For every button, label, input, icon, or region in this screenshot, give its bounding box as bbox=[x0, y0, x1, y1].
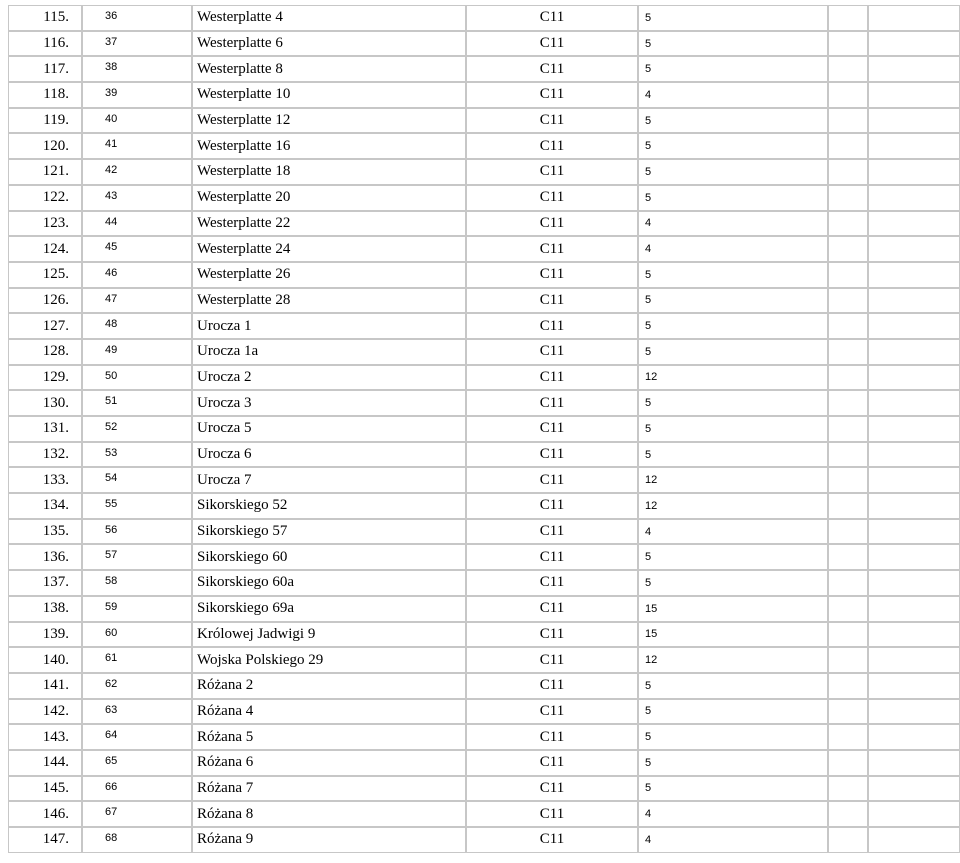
code: C11 bbox=[466, 262, 638, 288]
table-row bbox=[8, 313, 960, 339]
value: 4 bbox=[638, 801, 828, 827]
empty-cell bbox=[868, 108, 960, 134]
value: 5 bbox=[638, 262, 828, 288]
empty-cell bbox=[868, 31, 960, 57]
data-table bbox=[8, 5, 960, 853]
address: Westerplatte 10 bbox=[192, 82, 466, 108]
table-row bbox=[8, 493, 960, 519]
row-number: 145. bbox=[8, 776, 82, 802]
empty-cell bbox=[868, 544, 960, 570]
empty-cell bbox=[828, 365, 868, 391]
code: C11 bbox=[466, 570, 638, 596]
table-row bbox=[8, 467, 960, 493]
row-number: 137. bbox=[8, 570, 82, 596]
empty-cell bbox=[868, 288, 960, 314]
empty-cell bbox=[828, 544, 868, 570]
item-index: 54 bbox=[82, 467, 192, 493]
item-index: 61 bbox=[82, 647, 192, 673]
address: Różana 7 bbox=[192, 776, 466, 802]
item-index: 46 bbox=[82, 262, 192, 288]
code: C11 bbox=[466, 108, 638, 134]
table-row bbox=[8, 570, 960, 596]
empty-cell bbox=[828, 776, 868, 802]
code: C11 bbox=[466, 159, 638, 185]
code: C11 bbox=[466, 82, 638, 108]
code: C11 bbox=[466, 724, 638, 750]
item-index: 36 bbox=[82, 5, 192, 31]
address: Westerplatte 18 bbox=[192, 159, 466, 185]
address: Westerplatte 22 bbox=[192, 211, 466, 237]
table-row bbox=[8, 390, 960, 416]
value: 5 bbox=[638, 544, 828, 570]
value: 5 bbox=[638, 185, 828, 211]
value: 12 bbox=[638, 647, 828, 673]
item-index: 57 bbox=[82, 544, 192, 570]
empty-cell bbox=[828, 262, 868, 288]
code: C11 bbox=[466, 31, 638, 57]
item-index: 64 bbox=[82, 724, 192, 750]
item-index: 44 bbox=[82, 211, 192, 237]
address: Różana 9 bbox=[192, 827, 466, 853]
address: Wojska Polskiego 29 bbox=[192, 647, 466, 673]
empty-cell bbox=[868, 159, 960, 185]
code: C11 bbox=[466, 673, 638, 699]
code: C11 bbox=[466, 133, 638, 159]
address: Westerplatte 16 bbox=[192, 133, 466, 159]
empty-cell bbox=[868, 313, 960, 339]
empty-cell bbox=[828, 622, 868, 648]
value: 5 bbox=[638, 416, 828, 442]
item-index: 59 bbox=[82, 596, 192, 622]
empty-cell bbox=[868, 416, 960, 442]
row-number: 143. bbox=[8, 724, 82, 750]
address: Sikorskiego 52 bbox=[192, 493, 466, 519]
code: C11 bbox=[466, 827, 638, 853]
value: 5 bbox=[638, 159, 828, 185]
row-number: 119. bbox=[8, 108, 82, 134]
empty-cell bbox=[868, 776, 960, 802]
row-number: 131. bbox=[8, 416, 82, 442]
empty-cell bbox=[868, 5, 960, 31]
value: 12 bbox=[638, 493, 828, 519]
code: C11 bbox=[466, 211, 638, 237]
code: C11 bbox=[466, 5, 638, 31]
code: C11 bbox=[466, 596, 638, 622]
table-row bbox=[8, 56, 960, 82]
table-row bbox=[8, 647, 960, 673]
address: Westerplatte 6 bbox=[192, 31, 466, 57]
empty-cell bbox=[828, 211, 868, 237]
code: C11 bbox=[466, 390, 638, 416]
row-number: 115. bbox=[8, 5, 82, 31]
code: C11 bbox=[466, 313, 638, 339]
value: 15 bbox=[638, 596, 828, 622]
item-index: 66 bbox=[82, 776, 192, 802]
code: C11 bbox=[466, 493, 638, 519]
table-row bbox=[8, 673, 960, 699]
item-index: 40 bbox=[82, 108, 192, 134]
item-index: 43 bbox=[82, 185, 192, 211]
value: 4 bbox=[638, 236, 828, 262]
code: C11 bbox=[466, 442, 638, 468]
table-row bbox=[8, 211, 960, 237]
table-row bbox=[8, 339, 960, 365]
empty-cell bbox=[868, 493, 960, 519]
table-row bbox=[8, 31, 960, 57]
empty-cell bbox=[828, 82, 868, 108]
table-row bbox=[8, 596, 960, 622]
empty-cell bbox=[868, 236, 960, 262]
item-index: 39 bbox=[82, 82, 192, 108]
empty-cell bbox=[828, 467, 868, 493]
empty-cell bbox=[828, 493, 868, 519]
row-number: 142. bbox=[8, 699, 82, 725]
code: C11 bbox=[466, 776, 638, 802]
empty-cell bbox=[868, 339, 960, 365]
table-row bbox=[8, 236, 960, 262]
value: 5 bbox=[638, 570, 828, 596]
empty-cell bbox=[828, 313, 868, 339]
item-index: 38 bbox=[82, 56, 192, 82]
empty-cell bbox=[868, 673, 960, 699]
table-row bbox=[8, 133, 960, 159]
row-number: 144. bbox=[8, 750, 82, 776]
empty-cell bbox=[828, 108, 868, 134]
empty-cell bbox=[868, 827, 960, 853]
table-row bbox=[8, 416, 960, 442]
value: 4 bbox=[638, 827, 828, 853]
code: C11 bbox=[466, 185, 638, 211]
code: C11 bbox=[466, 699, 638, 725]
address: Urocza 1 bbox=[192, 313, 466, 339]
code: C11 bbox=[466, 750, 638, 776]
empty-cell bbox=[828, 185, 868, 211]
value: 5 bbox=[638, 56, 828, 82]
empty-cell bbox=[868, 596, 960, 622]
table-row bbox=[8, 801, 960, 827]
item-index: 37 bbox=[82, 31, 192, 57]
empty-cell bbox=[868, 82, 960, 108]
value: 5 bbox=[638, 442, 828, 468]
empty-cell bbox=[828, 699, 868, 725]
address: Różana 2 bbox=[192, 673, 466, 699]
value: 5 bbox=[638, 133, 828, 159]
code: C11 bbox=[466, 339, 638, 365]
item-index: 42 bbox=[82, 159, 192, 185]
empty-cell bbox=[828, 416, 868, 442]
row-number: 122. bbox=[8, 185, 82, 211]
address: Sikorskiego 60 bbox=[192, 544, 466, 570]
empty-cell bbox=[868, 390, 960, 416]
row-number: 135. bbox=[8, 519, 82, 545]
empty-cell bbox=[868, 570, 960, 596]
empty-cell bbox=[868, 724, 960, 750]
empty-cell bbox=[828, 236, 868, 262]
empty-cell bbox=[828, 31, 868, 57]
row-number: 117. bbox=[8, 56, 82, 82]
table-row bbox=[8, 159, 960, 185]
item-index: 62 bbox=[82, 673, 192, 699]
row-number: 128. bbox=[8, 339, 82, 365]
row-number: 138. bbox=[8, 596, 82, 622]
address: Sikorskiego 69a bbox=[192, 596, 466, 622]
value: 15 bbox=[638, 622, 828, 648]
item-index: 51 bbox=[82, 390, 192, 416]
table-row bbox=[8, 776, 960, 802]
row-number: 133. bbox=[8, 467, 82, 493]
address: Urocza 2 bbox=[192, 365, 466, 391]
item-index: 53 bbox=[82, 442, 192, 468]
table-body bbox=[8, 5, 960, 853]
row-number: 124. bbox=[8, 236, 82, 262]
code: C11 bbox=[466, 288, 638, 314]
address: Westerplatte 4 bbox=[192, 5, 466, 31]
table-row bbox=[8, 262, 960, 288]
empty-cell bbox=[828, 288, 868, 314]
code: C11 bbox=[466, 801, 638, 827]
table-row bbox=[8, 365, 960, 391]
address: Sikorskiego 60a bbox=[192, 570, 466, 596]
item-index: 50 bbox=[82, 365, 192, 391]
address: Westerplatte 26 bbox=[192, 262, 466, 288]
value: 12 bbox=[638, 467, 828, 493]
item-index: 65 bbox=[82, 750, 192, 776]
value: 5 bbox=[638, 31, 828, 57]
code: C11 bbox=[466, 467, 638, 493]
item-index: 58 bbox=[82, 570, 192, 596]
table-row bbox=[8, 827, 960, 853]
value: 5 bbox=[638, 339, 828, 365]
item-index: 60 bbox=[82, 622, 192, 648]
code: C11 bbox=[466, 519, 638, 545]
table-row bbox=[8, 519, 960, 545]
empty-cell bbox=[868, 211, 960, 237]
code: C11 bbox=[466, 365, 638, 391]
empty-cell bbox=[828, 724, 868, 750]
row-number: 126. bbox=[8, 288, 82, 314]
address: Westerplatte 24 bbox=[192, 236, 466, 262]
item-index: 55 bbox=[82, 493, 192, 519]
row-number: 121. bbox=[8, 159, 82, 185]
item-index: 48 bbox=[82, 313, 192, 339]
row-number: 123. bbox=[8, 211, 82, 237]
value: 5 bbox=[638, 390, 828, 416]
address: Urocza 7 bbox=[192, 467, 466, 493]
value: 5 bbox=[638, 776, 828, 802]
code: C11 bbox=[466, 544, 638, 570]
value: 12 bbox=[638, 365, 828, 391]
address: Westerplatte 20 bbox=[192, 185, 466, 211]
empty-cell bbox=[868, 442, 960, 468]
table-row bbox=[8, 724, 960, 750]
value: 5 bbox=[638, 5, 828, 31]
row-number: 132. bbox=[8, 442, 82, 468]
empty-cell bbox=[828, 339, 868, 365]
value: 5 bbox=[638, 673, 828, 699]
address: Urocza 3 bbox=[192, 390, 466, 416]
address: Sikorskiego 57 bbox=[192, 519, 466, 545]
item-index: 49 bbox=[82, 339, 192, 365]
code: C11 bbox=[466, 416, 638, 442]
value: 4 bbox=[638, 519, 828, 545]
row-number: 139. bbox=[8, 622, 82, 648]
value: 5 bbox=[638, 313, 828, 339]
address: Westerplatte 8 bbox=[192, 56, 466, 82]
code: C11 bbox=[466, 647, 638, 673]
row-number: 125. bbox=[8, 262, 82, 288]
table-row bbox=[8, 544, 960, 570]
item-index: 67 bbox=[82, 801, 192, 827]
code: C11 bbox=[466, 236, 638, 262]
address: Urocza 5 bbox=[192, 416, 466, 442]
empty-cell bbox=[828, 647, 868, 673]
empty-cell bbox=[828, 596, 868, 622]
empty-cell bbox=[868, 185, 960, 211]
empty-cell bbox=[828, 133, 868, 159]
table-row bbox=[8, 288, 960, 314]
empty-cell bbox=[828, 390, 868, 416]
table-row bbox=[8, 108, 960, 134]
address: Westerplatte 12 bbox=[192, 108, 466, 134]
address: Królowej Jadwigi 9 bbox=[192, 622, 466, 648]
empty-cell bbox=[828, 801, 868, 827]
value: 4 bbox=[638, 82, 828, 108]
empty-cell bbox=[868, 801, 960, 827]
empty-cell bbox=[828, 673, 868, 699]
item-index: 68 bbox=[82, 827, 192, 853]
address: Urocza 1a bbox=[192, 339, 466, 365]
value: 4 bbox=[638, 211, 828, 237]
empty-cell bbox=[868, 750, 960, 776]
empty-cell bbox=[828, 5, 868, 31]
empty-cell bbox=[828, 750, 868, 776]
empty-cell bbox=[828, 519, 868, 545]
table-row bbox=[8, 750, 960, 776]
value: 5 bbox=[638, 750, 828, 776]
value: 5 bbox=[638, 108, 828, 134]
address: Różana 5 bbox=[192, 724, 466, 750]
row-number: 147. bbox=[8, 827, 82, 853]
row-number: 130. bbox=[8, 390, 82, 416]
empty-cell bbox=[868, 622, 960, 648]
address: Różana 4 bbox=[192, 699, 466, 725]
empty-cell bbox=[868, 56, 960, 82]
table-row bbox=[8, 699, 960, 725]
empty-cell bbox=[828, 570, 868, 596]
row-number: 129. bbox=[8, 365, 82, 391]
empty-cell bbox=[828, 159, 868, 185]
code: C11 bbox=[466, 56, 638, 82]
empty-cell bbox=[868, 133, 960, 159]
value: 5 bbox=[638, 699, 828, 725]
empty-cell bbox=[828, 56, 868, 82]
empty-cell bbox=[868, 467, 960, 493]
empty-cell bbox=[868, 262, 960, 288]
row-number: 127. bbox=[8, 313, 82, 339]
value: 5 bbox=[638, 288, 828, 314]
address: Różana 6 bbox=[192, 750, 466, 776]
address: Westerplatte 28 bbox=[192, 288, 466, 314]
row-number: 141. bbox=[8, 673, 82, 699]
table-row bbox=[8, 622, 960, 648]
empty-cell bbox=[868, 365, 960, 391]
empty-cell bbox=[828, 827, 868, 853]
row-number: 146. bbox=[8, 801, 82, 827]
row-number: 120. bbox=[8, 133, 82, 159]
empty-cell bbox=[868, 647, 960, 673]
value: 5 bbox=[638, 724, 828, 750]
item-index: 52 bbox=[82, 416, 192, 442]
row-number: 118. bbox=[8, 82, 82, 108]
address: Urocza 6 bbox=[192, 442, 466, 468]
item-index: 41 bbox=[82, 133, 192, 159]
table-row bbox=[8, 82, 960, 108]
row-number: 134. bbox=[8, 493, 82, 519]
table-row bbox=[8, 442, 960, 468]
item-index: 63 bbox=[82, 699, 192, 725]
item-index: 56 bbox=[82, 519, 192, 545]
empty-cell bbox=[868, 699, 960, 725]
row-number: 140. bbox=[8, 647, 82, 673]
table-row bbox=[8, 185, 960, 211]
code: C11 bbox=[466, 622, 638, 648]
table-row bbox=[8, 5, 960, 31]
item-index: 47 bbox=[82, 288, 192, 314]
empty-cell bbox=[828, 442, 868, 468]
item-index: 45 bbox=[82, 236, 192, 262]
row-number: 136. bbox=[8, 544, 82, 570]
row-number: 116. bbox=[8, 31, 82, 57]
empty-cell bbox=[868, 519, 960, 545]
address: Różana 8 bbox=[192, 801, 466, 827]
